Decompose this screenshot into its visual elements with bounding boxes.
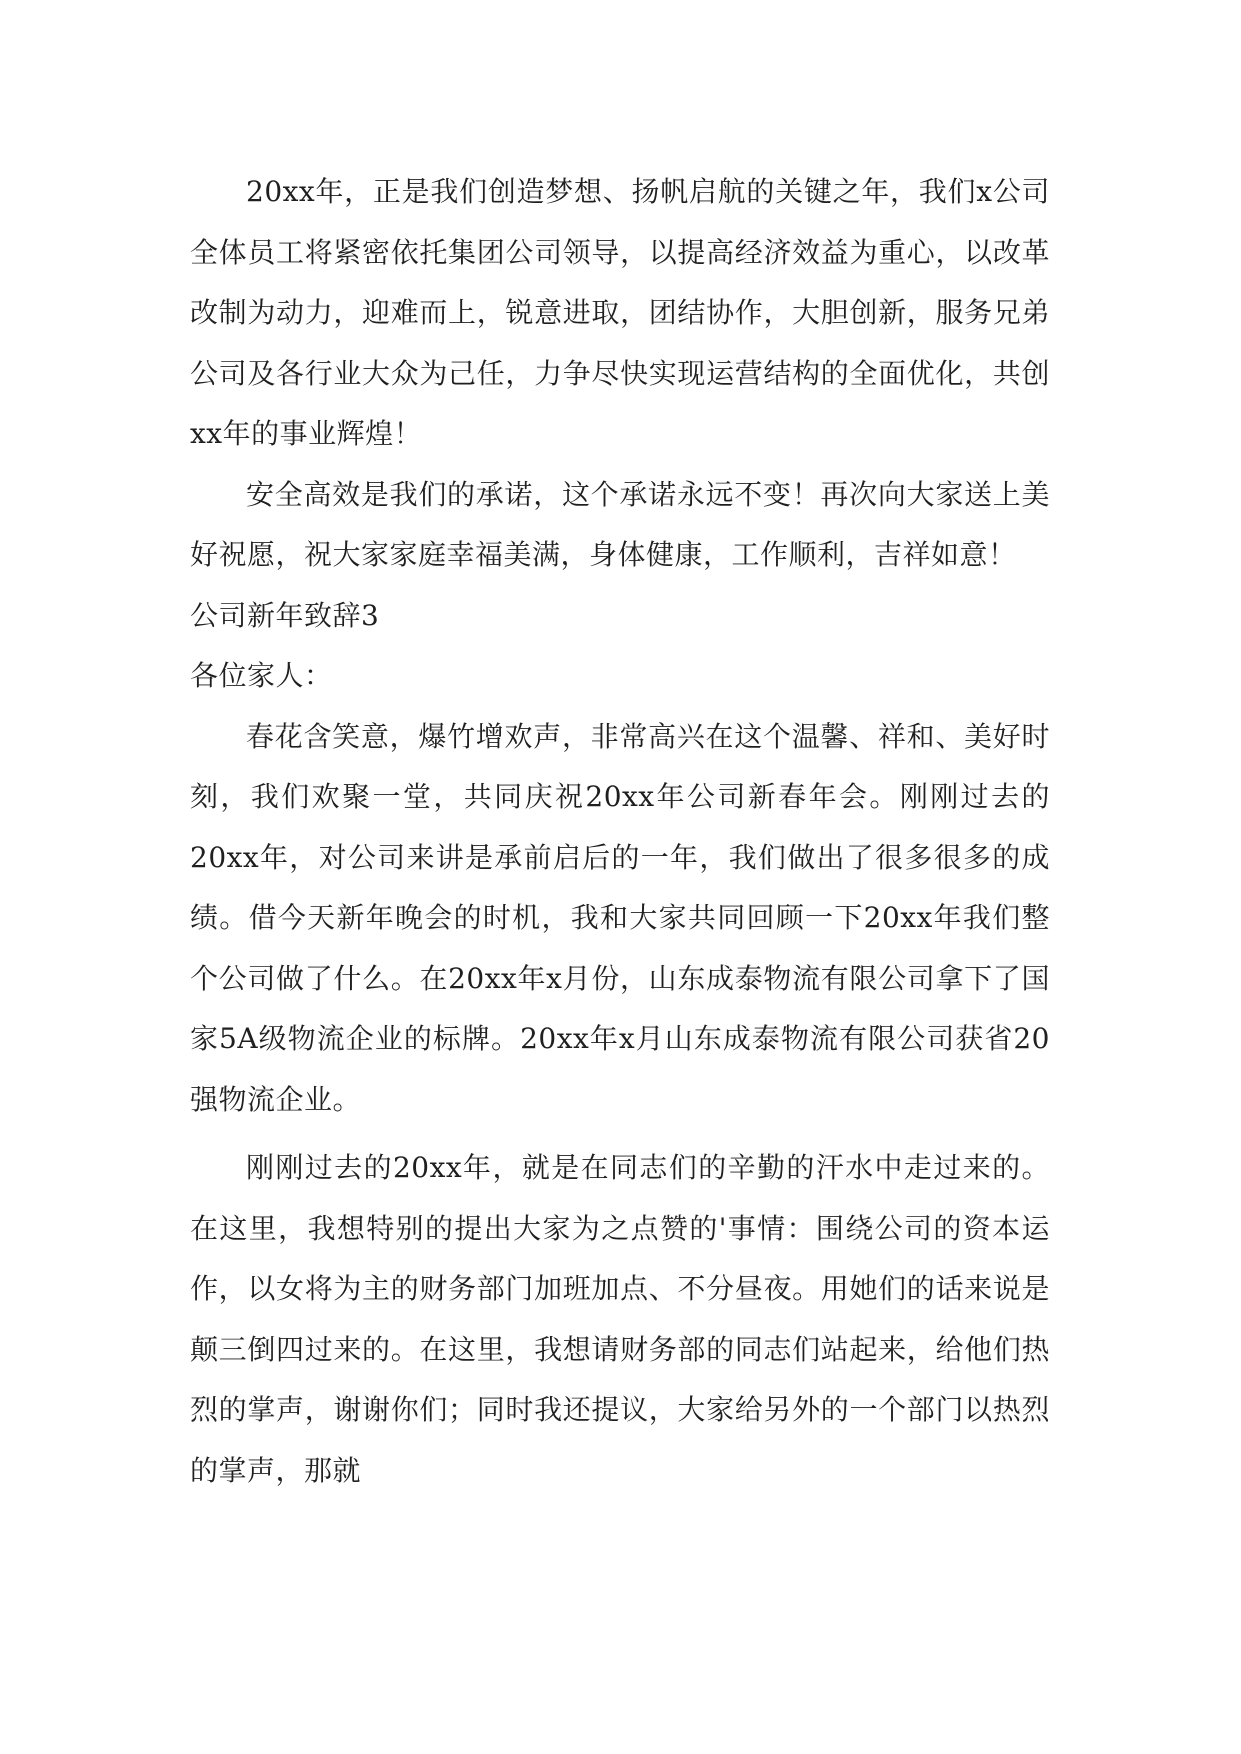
salutation: 各位家人：	[190, 659, 333, 692]
paragraph-thanks: 刚刚过去的20xx年，就是在同志们的辛勤的汗水中走过来的。在这里，我想特别的提出大家为之点赞的'事情：围绕公司的资本运作，以女将为主的财务部门加班加点、不分昼夜。用她们的话来说是颠三倒四过来的。在这里，我想请财务部的同志们站起来，给他们热烈的掌声，谢谢你们；同时我还提议，大家给另外的一个部门以热烈的掌声，那就	[190, 1151, 1050, 1487]
section-heading: 公司新年致辞3	[190, 598, 380, 632]
document-body	[190, 162, 1050, 1501]
paragraph-promise-wishes: 安全高效是我们的承诺，这个承诺永远不变！再次向大家送上美好祝愿，祝大家家庭幸福美满，身体健康，工作顺利，吉祥如意！	[190, 477, 1050, 571]
paragraph-closing-vision: 20xx年，正是我们创造梦想、扬帆启航的关键之年，我们x公司全体员工将紧密依托集团公司领导，以提高经济效益为重心，以改革改制为动力，迎难而上，锐意进取，团结协作，大胆创新，服务兄弟公司及各行业大众为己任，力争尽快实现运营结构的全面优化，共创xx年的事业辉煌！	[190, 175, 1050, 450]
paragraph-review: 春花含笑意，爆竹增欢声，非常高兴在这个温馨、祥和、美好时刻，我们欢聚一堂，共同庆祝20xx年公司新春年会。刚刚过去的20xx年，对公司来讲是承前启后的一年，我们做出了很多很多的成绩。借今天新年晚会的时机，我和大家共同回顾一下20xx年我们整个公司做了什么。在20xx年x月份，山东成泰物流有限公司拿下了国家5A级物流企业的标牌。20xx年x月山东成泰物流有限公司获省20强物流企业。	[190, 719, 1050, 1116]
